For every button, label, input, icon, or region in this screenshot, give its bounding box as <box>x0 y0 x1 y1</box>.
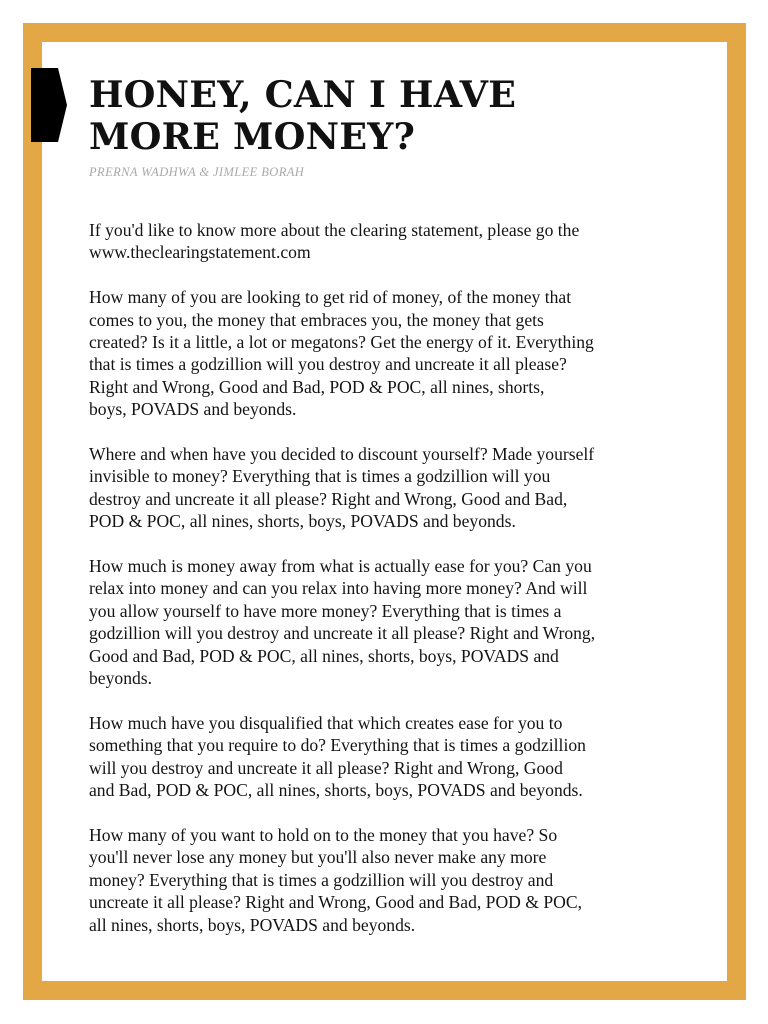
paragraph-line: that is times a godzillion will you destroy and uncreate it all please? <box>89 354 567 375</box>
paragraph-line: beyonds. <box>89 668 153 689</box>
page-title-line: HONEY, CAN I HAVE <box>89 73 517 116</box>
paragraph-line: relax into money and can you relax into having more money? And will <box>89 578 588 599</box>
paragraph <box>89 712 689 802</box>
paragraph-line: you'll never lose any money but you'll also never make any more <box>89 847 547 868</box>
paragraph-line: you allow yourself to have more money? Everything that is times a <box>89 600 562 621</box>
paragraph <box>89 219 689 264</box>
article-body <box>89 219 689 958</box>
pentagon-arrow-tab-icon <box>31 68 67 142</box>
paragraph-line: destroy and uncreate it all please? Right and Wrong, Good and Bad, <box>89 488 568 509</box>
paragraph-line: www.theclearingstatement.com <box>89 242 311 263</box>
paragraph-line: and Bad, POD & POC, all nines, shorts, boys, POVADS and beyonds. <box>89 780 583 801</box>
paragraph <box>89 286 689 420</box>
paragraph-line: How many of you want to hold on to the money that you have? So <box>89 824 558 845</box>
paragraph-line: Good and Bad, POD & POC, all nines, shorts, boys, POVADS and <box>89 645 559 666</box>
paragraph-line: money? Everything that is times a godzillion will you destroy and <box>89 869 554 890</box>
paragraph-line: all nines, shorts, boys, POVADS and beyonds. <box>89 914 416 935</box>
paragraph-line: uncreate it all please? Right and Wrong, Good and Bad, POD & POC, <box>89 892 582 913</box>
paragraph-line: invisible to money? Everything that is times a godzillion will you <box>89 466 551 487</box>
paragraph-line: How many of you are looking to get rid of money, of the money that <box>89 287 572 308</box>
paragraph <box>89 824 689 936</box>
paragraph-line: comes to you, the money that embraces you, the money that gets <box>89 309 544 330</box>
paragraph-line: created? Is it a little, a lot or megatons? Get the energy of it. Everything <box>89 332 594 353</box>
page-title-line: MORE MONEY? <box>89 115 416 158</box>
paragraph <box>89 443 689 533</box>
paragraph <box>89 555 689 689</box>
paragraph-line: Where and when have you decided to discount yourself? Made yourself <box>89 444 595 465</box>
paragraph-line: How much is money away from what is actually ease for you? Can you <box>89 556 592 577</box>
paragraph-line: godzillion will you destroy and uncreate it all please? Right and Wrong, <box>89 623 596 644</box>
page-title <box>89 74 649 158</box>
paragraph-line: will you destroy and uncreate it all please? Right and Wrong, Good <box>89 757 563 778</box>
paragraph-line: How much have you disqualified that which creates ease for you to <box>89 712 563 733</box>
author-byline: PRERNA WADHWA & JIMLEE BORAH <box>89 165 305 179</box>
paragraph-line: boys, POVADS and beyonds. <box>89 399 297 420</box>
paragraph-line: POD & POC, all nines, shorts, boys, POVADS and beyonds. <box>89 511 516 532</box>
paragraph-line: If you'd like to know more about the clearing statement, please go the <box>89 220 580 240</box>
paragraph-line: Right and Wrong, Good and Bad, POD & POC, all nines, shorts, <box>89 376 545 397</box>
paragraph-line: something that you require to do? Everything that is times a godzillion <box>89 735 586 756</box>
